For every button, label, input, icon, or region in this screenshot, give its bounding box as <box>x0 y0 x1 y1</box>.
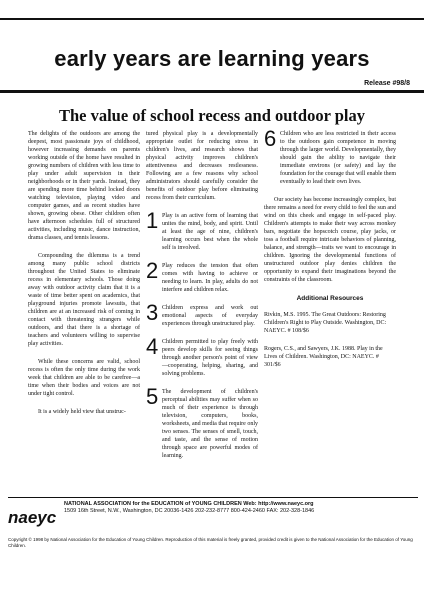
organization-info <box>64 501 416 515</box>
point-text: Children who are less restricted in their access to the outdoors gain competence in moving through the larger world. Developmentally, they should gain the ability to navigate their immediate environs (or safety) and lay the foundation for the courage that will enable them eventually to lead their own lives. <box>280 131 396 185</box>
numbered-point <box>264 130 396 186</box>
release-number: Release #98/8 <box>364 80 410 87</box>
numbered-point <box>146 334 258 378</box>
copyright-notice: Copyright © 1998 by National Association for the Education of Young Children. Reproduction of this material is freely granted, provided credit is given to the National Association for the Education of Young Children. <box>8 537 413 548</box>
numbered-point <box>146 300 258 328</box>
paragraph: Our society has become increasingly complex, but there remains a need for every child to feel the sun and wind on this cheek and engage in self-paced play. Children's attempts to make their way across monkey bars, negotiate the hopscotch course, play jacks, or toss a football require intricate behaviors of planning, balance, and strength—traits we want to encourage in children. Ignoring the developmental functions of unstructured outdoor play denies children the opportunity to expand their imaginations beyond the constraints of the classroom. <box>264 197 396 283</box>
point-text: Play is an active form of learning that unites the mind, body, and spirit. Until at least the age of nine, children's learning occurs best when the whole self is involved. <box>162 213 258 251</box>
logo-text: naeyc <box>8 508 57 527</box>
point-number: 5 <box>146 384 159 409</box>
naeyc-logo <box>8 501 58 533</box>
footer <box>8 497 418 557</box>
point-number: 6 <box>264 130 277 151</box>
footer-rule <box>8 497 418 498</box>
point-number: 4 <box>146 334 159 359</box>
column-3 <box>264 130 396 488</box>
paragraph: Compounding the dilemma is a trend among many public school districts throughout the United States to eliminate recess in elementary schools. Those doing away with outdoor activity claim that it is a waste of time better spent on academics, that playground injuries promote lawsuits, that children are at an increased risk of coming in contact with threatening strangers while outdoors, and that there is a shortage of teachers and volunteers willing to supervise play activities. <box>28 253 140 347</box>
point-number: 3 <box>146 300 159 325</box>
point-number: 2 <box>146 258 159 283</box>
paragraph: The delights of the outdoors are among the deepest, most passionate joys of childhood, however increasing demands on parents working outside of the home have resulted in growing numbers of children with less time to play under adult supervision in their neighborhoods or in their yards. Instead, they are spending more time behind locked doors watching television, playing video and computer games, and as recent studies have shown, growing obese. Other children often have afternoon schedules full of structured activities, including music, dance instruction, drama classes, and tennis lessons. <box>28 131 140 241</box>
numbered-point <box>146 208 258 252</box>
point-text: The development of children's perceptual abilities may suffer when so much of their experience is through television, computers, books, worksheets, and media that require only two senses. The senses of smell, touch, and taste, and the sense of motion through space are powerful modes of learning. <box>162 389 258 459</box>
paragraph: tured physical play is a developmentally appropriate outlet for reducing stress in children's lives, and research shows that physical activity improves children's attentiveness and decreases restlessness. Following are a few reasons why school administrators should carefully consider the benefits of outdoor play before eliminating recess from their curriculum. <box>146 131 258 201</box>
resources-heading: Additional Resources <box>296 295 364 302</box>
reference: Rivkin, M.S. 1995. The Great Outdoors: Restoring Children's Right to Play Outside. Washington, DC: NAEYC. # 108/$6 <box>264 312 387 334</box>
column-1 <box>28 130 140 488</box>
reference: Rogers, C.S., and Sawyers, J.K. 1988. Play in the Lives of Children. Washington, DC: NAEYC. # 301/$6 <box>264 346 383 368</box>
organization-address: 1509 16th Street, N.W., Washington, DC 20036-1426 202-232-8777 800-424-2460 FAX: 202-328-1846 <box>64 508 315 514</box>
top-rule <box>0 0 424 20</box>
paragraph: It is a widely held view that unstruc- <box>38 409 126 415</box>
paragraph: While these concerns are valid, school recess is often the only time during the work week that children are able to be carefree—a time when their bodies and voices are not under tight control. <box>28 359 140 397</box>
title-band <box>0 90 424 93</box>
point-number: 1 <box>146 208 159 233</box>
article-title: The value of school recess and outdoor play <box>58 106 366 125</box>
organization-name: NATIONAL ASSOCIATION for the EDUCATION of YOUNG CHILDREN Web: http://www.naeyc.org <box>64 501 314 507</box>
numbered-point <box>146 258 258 294</box>
point-text: Children express and work out emotional aspects of everyday experiences through unstructured play. <box>162 305 258 327</box>
numbered-point <box>146 384 258 460</box>
point-text: Play reduces the tension that often comes with having to achieve or needing to learn. In play, adults do not interfere and children relax. <box>162 263 258 293</box>
point-text: Children permitted to play freely with peers develop skills for seeing things through another person's point of view—cooperating, helping, sharing, and solving problems. <box>162 339 258 377</box>
column-2 <box>146 130 258 488</box>
series-title: early years are learning years <box>54 46 370 71</box>
